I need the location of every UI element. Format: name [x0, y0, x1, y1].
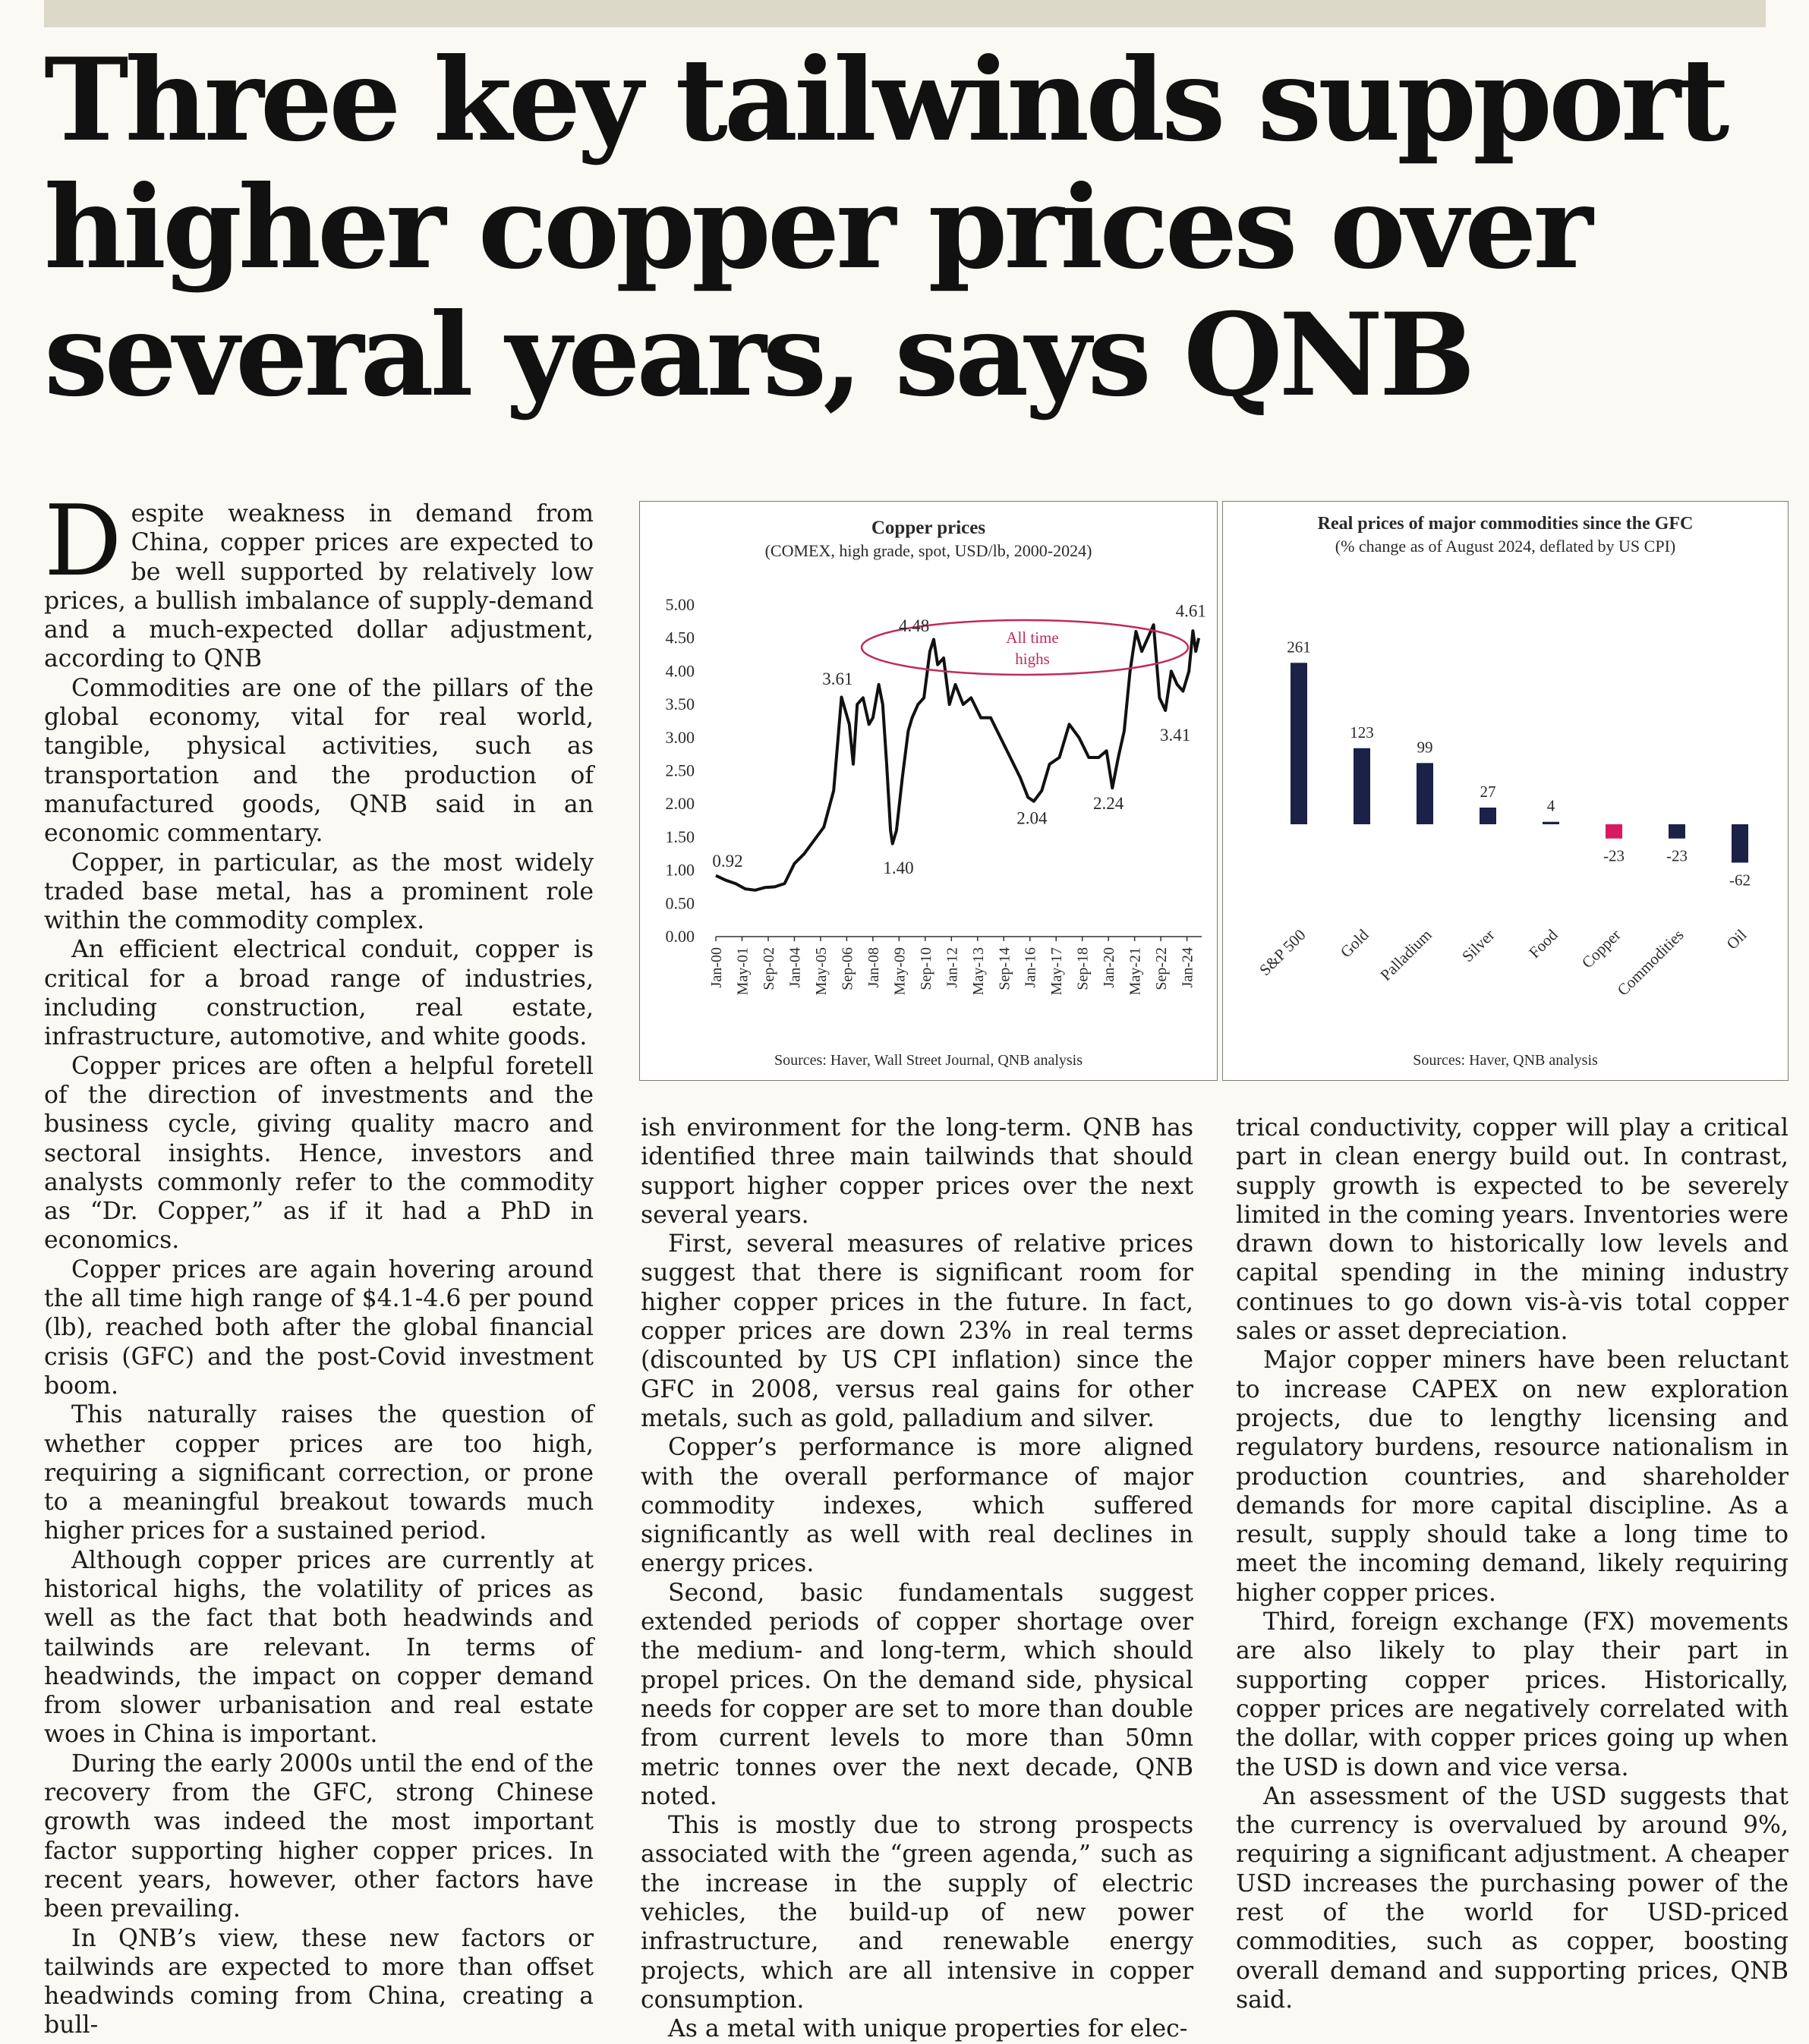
- x-tick-label: Jan-20: [1101, 947, 1118, 988]
- y-tick-label: 5.00: [665, 595, 695, 614]
- category-label: Gold: [1336, 925, 1373, 962]
- x-tick-label: Sep-22: [1153, 947, 1171, 991]
- article-paragraph: As a metal with unique properties for elec-: [668, 2015, 1188, 2043]
- data-label: 4.61: [1175, 601, 1206, 621]
- y-axis-ticks: [666, 595, 695, 946]
- article-paragraph: In QNB’s view, these new factors or tailwinds are expected to more than offset headwinds coming from China, creating a bull-: [44, 1924, 594, 2039]
- article-paragraph: First, several measures of relative prices suggest that there is significant room for higher copper prices in the future. In fact, copper prices are down 23% in real terms (discounted by US CPI inflation) since the GFC in 2008, versus real gains for other metals, such as gold, palladium and silver.: [641, 1230, 1193, 1432]
- article-paragraph: Commodities are one of the pillars of the global economy, vital for real world, tangible, physical activities, such as transportation and the production of manufactured goods, QNB said in an economic commentary.: [44, 674, 594, 848]
- data-label: 2.24: [1093, 794, 1124, 814]
- x-tick-label: May-09: [891, 947, 909, 996]
- chart-title: Real prices of major commodities since the GFC: [1317, 514, 1694, 534]
- article-paragraph: Third, foreign exchange (FX) movements are also likely to play their part in supporting copper prices. Historically, copper prices are negatively correlated with the dollar, with copper prices going up when the USD is down and vice versa.: [1236, 1608, 1789, 1781]
- article-paragraph-text: espite weakness in demand from China, copper prices are expected to be well supported by relatively low prices, a bullish imbalance of supply-demand and a much-expected dollar adjustment, according to QNB: [44, 500, 594, 673]
- chart-subtitle: (% change as of August 2024, deflated by US CPI): [1335, 537, 1676, 556]
- bar: [1606, 824, 1622, 839]
- bar: [1480, 808, 1496, 824]
- x-tick-label: Sep-14: [996, 947, 1013, 991]
- x-tick-label: May-01: [734, 947, 752, 996]
- chart-source: Sources: Haver, Wall Street Journal, QNB analysis: [774, 1052, 1083, 1069]
- data-label: 2.04: [1016, 808, 1048, 828]
- ellipse-label-line-1: All time: [1006, 628, 1059, 647]
- copper-prices-chart-svg: [640, 502, 1217, 1080]
- x-tick-label: Jan-00: [708, 947, 725, 988]
- article-paragraph: An efficient electrical conduit, copper is critical for a broad range of industries, including construction, real estate, infrastructure, automotive, and white goods.: [44, 936, 594, 1051]
- y-tick-label: 3.00: [665, 727, 695, 747]
- article-paragraph: [44, 485, 594, 674]
- chart-subtitle: (COMEX, high grade, spot, USD/lb, 2000-2024): [764, 541, 1092, 560]
- category-label: Food: [1525, 925, 1562, 962]
- x-tick-label: Jan-04: [786, 947, 804, 988]
- chart-title: Copper prices: [871, 518, 986, 538]
- x-tick-label: Jan-24: [1179, 947, 1196, 988]
- article-paragraph: trical conductivity, copper will play a critical part in clean energy build out. In contrast, supply growth is expected to be severely limited in the coming years. Inventories were drawn down to historically low levels and capital spending in the mining industry continues to go down vis-à-vis total copper sales or asset depreciation.: [1236, 1114, 1789, 1346]
- x-tick-label: Jan-08: [865, 947, 882, 988]
- data-label: 3.41: [1159, 726, 1191, 745]
- bar-value-label: 123: [1350, 723, 1374, 742]
- x-tick-label: Jan-16: [1022, 947, 1039, 988]
- article-column-3: [1236, 1113, 1789, 2014]
- article-paragraph: This is mostly due to strong prospects associated with the “green agenda,” such as the increase in the supply of electric vehicles, the build-up of new power infrastructure, and renewable energy projects, which are all intensive in copper consumption.: [641, 1812, 1193, 2014]
- headline-line-3: several years, says QNB: [44, 288, 1472, 422]
- bar-value-label: 99: [1417, 738, 1433, 757]
- x-tick-label: May-21: [1127, 947, 1144, 996]
- chart-source: Sources: Haver, QNB analysis: [1413, 1052, 1598, 1069]
- y-tick-label: 2.00: [665, 794, 695, 814]
- data-label: 0.92: [712, 852, 743, 871]
- y-tick-label: 4.50: [665, 628, 695, 647]
- article-paragraph: During the early 2000s until the end of the recovery from the GFC, strong Chinese growth was indeed the most important factor supporting higher copper prices. In recent years, however, other factors have been prevailing.: [44, 1750, 594, 1923]
- copper-prices-chart: [639, 501, 1218, 1081]
- bar: [1354, 748, 1370, 824]
- bar-value-label: -23: [1666, 846, 1688, 865]
- x-tick-label: May-13: [969, 947, 987, 996]
- x-tick-label: Sep-06: [839, 947, 856, 991]
- x-tick-label: Sep-02: [760, 947, 777, 991]
- article-column-1: [44, 485, 594, 2039]
- real-commodity-prices-chart: [1222, 501, 1789, 1081]
- x-tick-label: Sep-10: [917, 947, 934, 991]
- copper-price-series-line: [716, 625, 1199, 890]
- article-paragraph: Major copper miners have been reluctant to increase CAPEX on new exploration projects, due to lengthy licensing and regulatory burdens, resource nationalism in production countries, and shareholder demands for more capital discipline. As a result, supply should take a long time to meet the incoming demand, likely requiring higher copper prices.: [1236, 1346, 1789, 1607]
- bar: [1669, 824, 1685, 839]
- article-paragraph: This naturally raises the question of whether copper prices are too high, requiring a significant correction, or prone to a meaningful breakout towards much higher prices for a sustained period.: [44, 1401, 594, 1545]
- category-label: Palladium: [1376, 925, 1436, 984]
- category-label: S&P 500: [1256, 925, 1309, 980]
- article-paragraph: ish environment for the long-term. QNB has identified three main tailwinds that should support higher copper prices over the next several years.: [641, 1114, 1193, 1229]
- article-paragraph: Copper’s performance is more aligned with the overall performance of major commodity indexes, which suffered significantly as well with real declines in energy prices.: [641, 1434, 1193, 1578]
- category-label: Commodities: [1613, 925, 1688, 1000]
- y-tick-label: 0.50: [665, 893, 695, 913]
- category-label: Copper: [1577, 925, 1625, 972]
- bar-value-label: 4: [1546, 796, 1555, 815]
- bar: [1732, 824, 1748, 863]
- y-tick-label: 3.50: [665, 694, 695, 714]
- y-tick-label: 2.50: [665, 761, 695, 780]
- x-tick-label: Sep-18: [1074, 947, 1092, 991]
- real-commodity-prices-chart-svg: [1223, 502, 1788, 1080]
- x-tick-label: Jan-12: [944, 947, 961, 988]
- bar-value-label: -62: [1729, 871, 1751, 890]
- article-column-2: [641, 1113, 1193, 2043]
- top-color-band: [44, 0, 1766, 27]
- bar: [1543, 822, 1559, 824]
- x-tick-label: May-05: [812, 947, 830, 996]
- y-tick-label: 4.00: [665, 661, 695, 681]
- bar: [1291, 663, 1307, 824]
- bars: [1291, 663, 1748, 862]
- headline-line-1: Three key tailwinds support: [44, 33, 1726, 167]
- article-paragraph: Copper prices are again hovering around the all time high range of $4.1-4.6 per pound (lb), reached both after the global financial crisis (GFC) and the post-Covid investment boom.: [44, 1255, 594, 1400]
- bar-value-label: -23: [1603, 846, 1625, 865]
- article-paragraph: Copper prices are often a helpful foretell of the direction of investments and the business cycle, giving quality macro and sectoral insights. Hence, investors and analysts commonly refer to the commodity as “Dr. Copper,” as if it had a PhD in economics.: [44, 1052, 594, 1255]
- bar: [1417, 763, 1433, 824]
- data-label: 4.48: [899, 616, 930, 635]
- bar-value-label: 27: [1480, 782, 1496, 801]
- data-label: 1.40: [883, 858, 914, 877]
- category-labels: [1256, 925, 1751, 999]
- x-axis-ticks: [708, 937, 1196, 995]
- article-paragraph: Second, basic fundamentals suggest extended periods of copper shortage over the medium- and long-term, which should propel prices. On the demand side, physical needs for copper are set to more than double from current levels to more than 50mn metric tonnes over the next decade, QNB noted.: [641, 1579, 1193, 1810]
- article-paragraph: Copper, in particular, as the most widely traded base metal, has a prominent role within the commodity complex.: [44, 849, 594, 935]
- bar-value-label: 261: [1287, 638, 1311, 657]
- y-tick-label: 1.50: [665, 827, 695, 846]
- article-paragraph: Although copper prices are currently at historical highs, the volatility of prices as well as the fact that both headwinds and tailwinds are relevant. In terms of headwinds, the impact on copper demand from slower urbanisation and real estate woes in China is important.: [44, 1546, 594, 1749]
- y-tick-label: 0.00: [665, 927, 695, 946]
- data-labels: [712, 602, 1206, 877]
- x-tick-label: May-17: [1048, 947, 1066, 996]
- y-tick-label: 1.00: [665, 860, 695, 880]
- article-paragraph: An assessment of the USD suggests that the currency is overvalued by around 9%, requiring a significant adjustment. A cheaper USD increases the purchasing power of the rest of the world for USD-priced commodities, such as copper, boosting overall demand and supporting prices, QNB said.: [1236, 1782, 1789, 2014]
- data-label: 3.61: [822, 669, 853, 688]
- headline-line-2: higher copper prices over: [44, 161, 1590, 294]
- headline: [44, 33, 1782, 422]
- category-label: Oil: [1722, 925, 1751, 953]
- category-label: Silver: [1458, 925, 1499, 966]
- drop-cap: D: [44, 485, 122, 598]
- ellipse-label-line-2: highs: [1015, 650, 1050, 668]
